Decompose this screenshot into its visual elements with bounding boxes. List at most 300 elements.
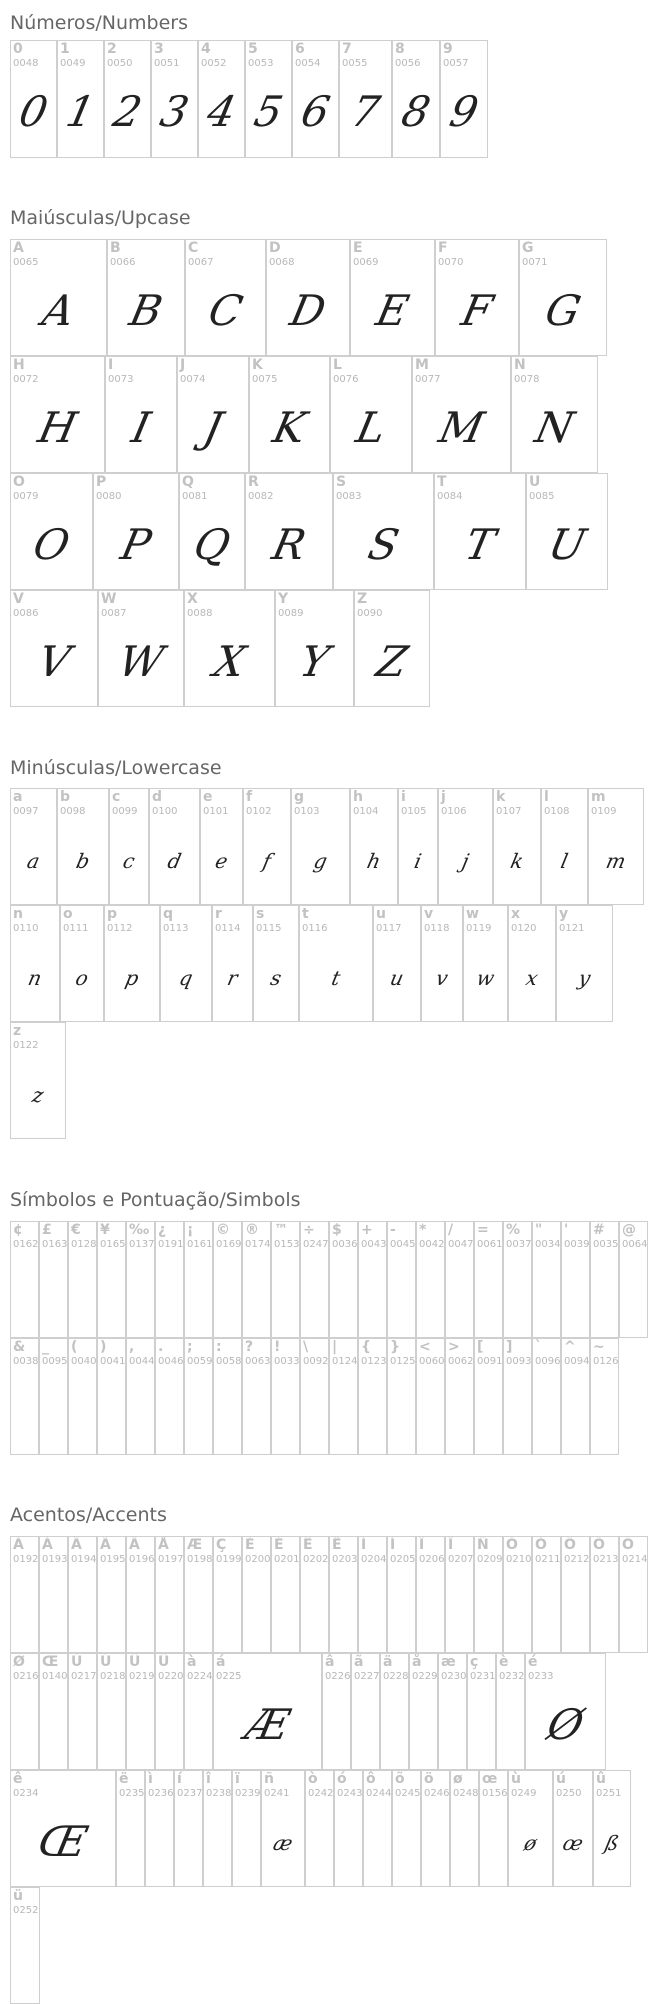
- glyph-cell-228: [380, 1653, 409, 1770]
- glyph-char-label: g: [294, 789, 305, 805]
- glyph-code-label: 0218: [100, 1671, 126, 1682]
- glyph-cell-98: [57, 788, 109, 905]
- glyph-char-label: k: [496, 789, 506, 805]
- glyph-char-label: ü: [13, 1888, 23, 1904]
- glyph-code-label: 0204: [361, 1554, 387, 1565]
- glyph-code-label: 0194: [71, 1554, 97, 1565]
- glyph-char-label: Ò: [506, 1537, 518, 1553]
- glyph-char-label: Ã: [100, 1537, 111, 1553]
- glyph-cell-234: [10, 1770, 116, 1887]
- glyph-cell-35: [590, 1221, 619, 1338]
- glyph-cell-51: [151, 40, 198, 158]
- glyph-code-label: 0063: [245, 1356, 271, 1367]
- glyph-code-label: 0227: [354, 1671, 380, 1682]
- glyph-char-label: L: [333, 357, 342, 373]
- glyph-char-label: ;: [187, 1339, 193, 1355]
- glyph-sample: F: [457, 286, 497, 335]
- glyph-code-label: 0040: [71, 1356, 97, 1367]
- glyph-char-label: Œ: [42, 1654, 59, 1670]
- glyph-char-label: œ: [482, 1771, 498, 1787]
- glyph-code-label: 0081: [182, 491, 208, 502]
- glyph-cell-121: [556, 905, 613, 1022]
- glyph-sample: Z: [372, 637, 412, 686]
- glyph-sample: L: [351, 403, 391, 452]
- glyph-char-label: ê: [13, 1771, 23, 1787]
- glyph-cell-34: [532, 1221, 561, 1338]
- glyph-char-label: [: [477, 1339, 484, 1355]
- glyph-code-label: 0102: [246, 806, 272, 817]
- glyph-char-label: O: [13, 474, 25, 490]
- glyph-cell-88: [184, 590, 275, 707]
- glyph-code-label: 0090: [357, 608, 383, 619]
- glyph-code-label: 0192: [13, 1554, 39, 1565]
- glyph-code-label: 0248: [453, 1788, 479, 1799]
- glyph-code-label: 0097: [13, 806, 39, 817]
- glyph-cell-120: [508, 905, 556, 1022]
- glyph-cell-123: [358, 1338, 387, 1455]
- glyph-cell-75: [249, 356, 330, 473]
- glyph-char-label: z: [13, 1023, 22, 1039]
- glyph-cell-64: [619, 1221, 648, 1338]
- glyph-char-label: Å: [158, 1537, 169, 1553]
- glyph-sample: n: [25, 966, 44, 990]
- glyph-code-label: 0082: [248, 491, 274, 502]
- glyph-char-label: Ë: [332, 1537, 342, 1553]
- glyph-code-label: 0233: [528, 1671, 554, 1682]
- glyph-char-label: ¢: [13, 1222, 23, 1238]
- glyph-code-label: 0070: [438, 257, 464, 268]
- glyph-cell-69: [350, 239, 435, 356]
- glyph-code-label: 0199: [216, 1554, 242, 1565]
- glyph-sample: Q: [189, 520, 235, 569]
- glyph-cell-41: [97, 1338, 126, 1455]
- glyph-code-label: 0051: [154, 58, 180, 69]
- glyph-cell-106: [438, 788, 493, 905]
- glyph-code-label: 0202: [303, 1554, 329, 1565]
- glyph-code-label: 0046: [158, 1356, 184, 1367]
- glyph-cell-210: [503, 1536, 532, 1653]
- glyph-cell-96: [532, 1338, 561, 1455]
- glyph-code-label: 0252: [13, 1905, 39, 1916]
- glyph-code-label: 0228: [383, 1671, 409, 1682]
- glyph-char-label: d: [152, 789, 163, 805]
- glyph-code-label: 0236: [148, 1788, 174, 1799]
- glyph-char-label: Ç: [216, 1537, 227, 1553]
- glyph-sample: q: [177, 966, 195, 990]
- glyph-code-label: 0137: [129, 1239, 155, 1250]
- glyph-code-label: 0110: [13, 923, 39, 934]
- glyph-cell-49: [57, 40, 104, 158]
- glyph-sample: t: [329, 966, 343, 990]
- glyph-code-label: 0080: [96, 491, 122, 502]
- glyph-cell-74: [177, 356, 249, 473]
- glyph-code-label: 0193: [42, 1554, 68, 1565]
- glyph-code-label: 0217: [71, 1671, 97, 1682]
- glyph-code-label: 0085: [529, 491, 555, 502]
- glyph-char-label: X: [187, 591, 198, 607]
- glyph-code-label: 0078: [514, 374, 540, 385]
- glyph-cell-113: [160, 905, 212, 1022]
- glyph-code-label: 0230: [441, 1671, 467, 1682]
- glyph-code-label: 0231: [470, 1671, 496, 1682]
- glyph-code-label: 0232: [499, 1671, 525, 1682]
- glyph-sample: 8: [397, 87, 435, 136]
- glyph-cell-203: [329, 1536, 358, 1653]
- glyph-code-label: 0037: [506, 1239, 532, 1250]
- glyph-code-label: 0238: [206, 1788, 232, 1799]
- glyph-char-label: ™: [274, 1222, 288, 1238]
- glyph-code-label: 0105: [401, 806, 427, 817]
- glyph-char-label: }: [390, 1339, 400, 1355]
- glyph-sample: j: [459, 849, 472, 873]
- glyph-code-label: 0220: [158, 1671, 184, 1682]
- glyph-cell-213: [590, 1536, 619, 1653]
- glyph-code-label: 0098: [60, 806, 86, 817]
- glyph-cell-36: [329, 1221, 358, 1338]
- glyph-sample: 0: [15, 87, 53, 136]
- glyph-code-label: 0244: [366, 1788, 392, 1799]
- glyph-cell-72: [10, 356, 105, 473]
- glyph-cell-118: [421, 905, 463, 1022]
- glyph-sample: x: [523, 966, 541, 990]
- glyph-cell-250: [553, 1770, 593, 1887]
- glyph-code-label: 0205: [390, 1554, 416, 1565]
- glyph-char-label: *: [419, 1222, 427, 1238]
- glyph-char-label: 5: [248, 41, 258, 57]
- glyph-code-label: 0053: [248, 58, 274, 69]
- glyph-char-label: I: [108, 357, 114, 373]
- glyph-cell-87: [98, 590, 184, 707]
- glyph-char-label: \: [303, 1339, 309, 1355]
- glyph-cell-246: [421, 1770, 450, 1887]
- glyph-char-label: ç: [470, 1654, 479, 1670]
- glyph-sample: g: [311, 849, 330, 873]
- glyph-code-label: 0195: [100, 1554, 126, 1565]
- glyph-code-label: 0083: [336, 491, 362, 502]
- glyph-code-label: 0197: [158, 1554, 184, 1565]
- glyph-code-label: 0096: [535, 1356, 561, 1367]
- glyph-cell-92: [300, 1338, 329, 1455]
- glyph-cell-220: [155, 1653, 184, 1770]
- glyph-char-label: w: [466, 906, 479, 922]
- glyph-code-label: 0201: [274, 1554, 300, 1565]
- glyph-cell-104: [350, 788, 398, 905]
- glyph-sample: C: [204, 286, 247, 335]
- glyph-char-label: S: [336, 474, 347, 490]
- glyph-sample: w: [474, 966, 497, 990]
- glyph-cell-54: [292, 40, 339, 158]
- glyph-sample: 7: [347, 87, 385, 136]
- glyph-sample: P: [116, 520, 156, 569]
- glyph-code-label: 0073: [108, 374, 134, 385]
- glyph-char-label: í: [177, 1771, 182, 1787]
- section-title: Números/Numbers: [10, 12, 188, 34]
- glyph-cell-53: [245, 40, 292, 158]
- glyph-char-label: 9: [443, 41, 453, 57]
- glyph-cell-40: [68, 1338, 97, 1455]
- glyph-cell-70: [435, 239, 519, 356]
- glyph-cell-174: [242, 1221, 271, 1338]
- glyph-sample: œ: [560, 1831, 586, 1855]
- glyph-cell-50: [104, 40, 151, 158]
- glyph-char-label: l: [544, 789, 549, 805]
- glyph-cell-122: [10, 1022, 66, 1139]
- glyph-sample: h: [364, 849, 383, 873]
- glyph-code-label: 0200: [245, 1554, 271, 1565]
- glyph-code-label: 0115: [256, 923, 282, 934]
- glyph-cell-233: [525, 1653, 606, 1770]
- glyph-char-label: Ñ: [477, 1537, 489, 1553]
- glyph-cell-245: [392, 1770, 421, 1887]
- glyph-code-label: 0196: [129, 1554, 155, 1565]
- glyph-cell-71: [519, 239, 607, 356]
- glyph-sample: 5: [250, 87, 288, 136]
- glyph-sample: 9: [445, 87, 483, 136]
- glyph-code-label: 0120: [511, 923, 537, 934]
- glyph-cell-42: [416, 1221, 445, 1338]
- glyph-code-label: 0211: [535, 1554, 561, 1565]
- glyph-code-label: 0213: [593, 1554, 619, 1565]
- glyph-cell-45: [387, 1221, 416, 1338]
- glyph-sample: 6: [297, 87, 335, 136]
- glyph-code-label: 0235: [119, 1788, 145, 1799]
- glyph-cell-231: [467, 1653, 496, 1770]
- glyph-cell-44: [126, 1338, 155, 1455]
- glyph-code-label: 0108: [544, 806, 570, 817]
- glyph-char-label: f: [246, 789, 253, 805]
- glyph-char-label: ë: [119, 1771, 129, 1787]
- glyph-cell-169: [213, 1221, 242, 1338]
- glyph-cell-200: [242, 1536, 271, 1653]
- glyph-sample: f: [260, 849, 274, 873]
- glyph-char-label: n: [13, 906, 23, 922]
- glyph-code-label: 0121: [559, 923, 585, 934]
- glyph-cell-207: [445, 1536, 474, 1653]
- glyph-char-label: o: [63, 906, 73, 922]
- glyph-sample: W: [114, 637, 168, 686]
- glyph-cell-236: [145, 1770, 174, 1887]
- glyph-cell-230: [438, 1653, 467, 1770]
- glyph-code-label: 0226: [325, 1671, 351, 1682]
- glyph-char-label: à: [187, 1654, 197, 1670]
- glyph-cell-197: [155, 1536, 184, 1653]
- glyph-cell-116: [299, 905, 373, 1022]
- glyph-sample: T: [460, 520, 500, 569]
- glyph-char-label: E: [353, 240, 363, 256]
- glyph-sample: y: [576, 966, 593, 990]
- glyph-char-label: Ä: [129, 1537, 140, 1553]
- glyph-code-label: 0061: [477, 1239, 503, 1250]
- glyph-cell-242: [305, 1770, 334, 1887]
- glyph-code-label: 0117: [376, 923, 402, 934]
- glyph-char-label: ø: [453, 1771, 463, 1787]
- glyph-char-label: ‰: [129, 1222, 150, 1238]
- glyph-char-label: ô: [366, 1771, 376, 1787]
- glyph-char-label: â: [325, 1654, 335, 1670]
- glyph-sample: a: [24, 849, 43, 873]
- glyph-char-label: ã: [354, 1654, 364, 1670]
- glyph-code-label: 0225: [216, 1671, 242, 1682]
- glyph-cell-204: [358, 1536, 387, 1653]
- glyph-sample: Y: [295, 637, 334, 686]
- glyph-sample: b: [74, 849, 92, 873]
- glyph-cell-239: [232, 1770, 261, 1887]
- glyph-code-label: 0107: [496, 806, 522, 817]
- glyph-cell-209: [474, 1536, 503, 1653]
- glyph-cell-61: [474, 1221, 503, 1338]
- glyph-cell-81: [179, 473, 245, 590]
- glyph-char-label: 7: [342, 41, 352, 57]
- glyph-cell-117: [373, 905, 421, 1022]
- glyph-code-label: 0209: [477, 1554, 503, 1565]
- glyph-code-label: 0056: [395, 58, 421, 69]
- glyph-cell-60: [416, 1338, 445, 1455]
- glyph-cell-217: [68, 1653, 97, 1770]
- glyph-char-label: q: [163, 906, 174, 922]
- glyph-code-label: 0103: [294, 806, 320, 817]
- glyph-code-label: 0044: [129, 1356, 155, 1367]
- glyph-code-label: 0064: [622, 1239, 648, 1250]
- glyph-cell-38: [10, 1338, 39, 1455]
- glyph-cell-235: [116, 1770, 145, 1887]
- glyph-sample: Ø: [543, 1700, 589, 1749]
- glyph-cell-238: [203, 1770, 232, 1887]
- glyph-code-label: 0049: [60, 58, 86, 69]
- glyph-code-label: 0089: [278, 608, 304, 619]
- glyph-char-label: B: [110, 240, 121, 256]
- glyph-sample: æ: [271, 1831, 295, 1855]
- glyph-cell-225: [213, 1653, 322, 1770]
- glyph-char-label: #: [593, 1222, 605, 1238]
- glyph-char-label: £: [42, 1222, 52, 1238]
- glyph-sample: i: [412, 849, 424, 873]
- glyph-cell-78: [511, 356, 598, 473]
- glyph-cell-115: [253, 905, 299, 1022]
- glyph-char-label: a: [13, 789, 23, 805]
- glyph-code-label: 0094: [564, 1356, 590, 1367]
- glyph-char-label: 2: [107, 41, 117, 57]
- glyph-code-label: 0251: [596, 1788, 622, 1799]
- glyph-code-label: 0100: [152, 806, 178, 817]
- glyph-code-label: 0060: [419, 1356, 445, 1367]
- glyph-cell-43: [358, 1221, 387, 1338]
- glyph-cell-252: [10, 1887, 40, 2004]
- glyph-code-label: 0052: [201, 58, 227, 69]
- glyph-code-label: 0169: [216, 1239, 242, 1250]
- glyph-sample: m: [603, 849, 629, 873]
- glyph-code-label: 0111: [63, 923, 89, 934]
- glyph-char-label: j: [441, 789, 446, 805]
- glyph-char-label: ò: [308, 1771, 318, 1787]
- glyph-cell-214: [619, 1536, 648, 1653]
- glyph-sample: r: [225, 966, 240, 990]
- glyph-cell-39: [561, 1221, 590, 1338]
- glyph-sample: 4: [203, 87, 241, 136]
- glyph-code-label: 0045: [390, 1239, 416, 1250]
- glyph-code-label: 0055: [342, 58, 368, 69]
- glyph-cell-244: [363, 1770, 392, 1887]
- glyph-cell-84: [434, 473, 526, 590]
- glyph-code-label: 0119: [466, 923, 492, 934]
- glyph-char-label: Á: [42, 1537, 53, 1553]
- glyph-char-label: e: [203, 789, 213, 805]
- glyph-char-label: |: [332, 1339, 338, 1355]
- glyph-cell-241: [261, 1770, 305, 1887]
- glyph-code-label: 0241: [264, 1788, 290, 1799]
- glyph-char-label: Ø: [13, 1654, 25, 1670]
- glyph-char-label: Ü: [158, 1654, 170, 1670]
- glyph-cell-119: [463, 905, 508, 1022]
- glyph-code-label: 0067: [188, 257, 214, 268]
- glyph-code-label: 0058: [216, 1356, 242, 1367]
- glyph-cell-76: [330, 356, 412, 473]
- glyph-char-label: ?: [245, 1339, 254, 1355]
- glyph-char-label: ú: [556, 1771, 566, 1787]
- glyph-cell-206: [416, 1536, 445, 1653]
- glyph-cell-140: [39, 1653, 68, 1770]
- glyph-sample: ß: [602, 1831, 622, 1855]
- glyph-cell-101: [200, 788, 243, 905]
- glyph-cell-85: [526, 473, 608, 590]
- glyph-char-label: ]: [506, 1339, 513, 1355]
- glyph-char-label: å: [412, 1654, 422, 1670]
- glyph-code-label: 0247: [303, 1239, 329, 1250]
- glyph-sample: K: [268, 403, 311, 452]
- glyph-sample: p: [123, 966, 141, 990]
- glyph-cell-192: [10, 1536, 39, 1653]
- glyph-char-label: +: [361, 1222, 373, 1238]
- glyph-cell-216: [10, 1653, 39, 1770]
- glyph-code-label: 0104: [353, 806, 379, 817]
- glyph-cell-198: [184, 1536, 213, 1653]
- glyph-code-label: 0068: [269, 257, 295, 268]
- glyph-cell-205: [387, 1536, 416, 1653]
- glyph-char-label: s: [256, 906, 265, 922]
- glyph-code-label: 0118: [424, 923, 450, 934]
- glyph-sample: s: [268, 966, 284, 990]
- glyph-cell-193: [39, 1536, 68, 1653]
- glyph-code-label: 0126: [593, 1356, 619, 1367]
- glyph-char-label: É: [274, 1537, 284, 1553]
- glyph-code-label: 0088: [187, 608, 213, 619]
- glyph-cell-232: [496, 1653, 525, 1770]
- glyph-char-label: õ: [395, 1771, 405, 1787]
- glyph-char-label: b: [60, 789, 71, 805]
- glyph-cell-202: [300, 1536, 329, 1653]
- glyph-char-label: D: [269, 240, 281, 256]
- glyph-sample: N: [531, 403, 579, 452]
- glyph-cell-161: [184, 1221, 213, 1338]
- glyph-sample: Œ: [34, 1817, 93, 1866]
- glyph-char-label: u: [376, 906, 386, 922]
- glyph-code-label: 0075: [252, 374, 278, 385]
- glyph-char-label: ©: [216, 1222, 230, 1238]
- glyph-char-label: 0: [13, 41, 23, 57]
- glyph-code-label: 0237: [177, 1788, 203, 1799]
- glyph-char-label: Ö: [622, 1537, 634, 1553]
- glyph-char-label: Q: [182, 474, 194, 490]
- glyph-cell-196: [126, 1536, 155, 1653]
- glyph-cell-102: [243, 788, 291, 905]
- glyph-code-label: 0034: [535, 1239, 561, 1250]
- glyph-char-label: x: [511, 906, 521, 922]
- glyph-char-label: m: [591, 789, 606, 805]
- glyph-cell-82: [245, 473, 333, 590]
- glyph-char-label: A: [13, 240, 24, 256]
- glyph-code-label: 0112: [107, 923, 133, 934]
- glyph-sample: U: [544, 520, 591, 569]
- glyph-cell-107: [493, 788, 541, 905]
